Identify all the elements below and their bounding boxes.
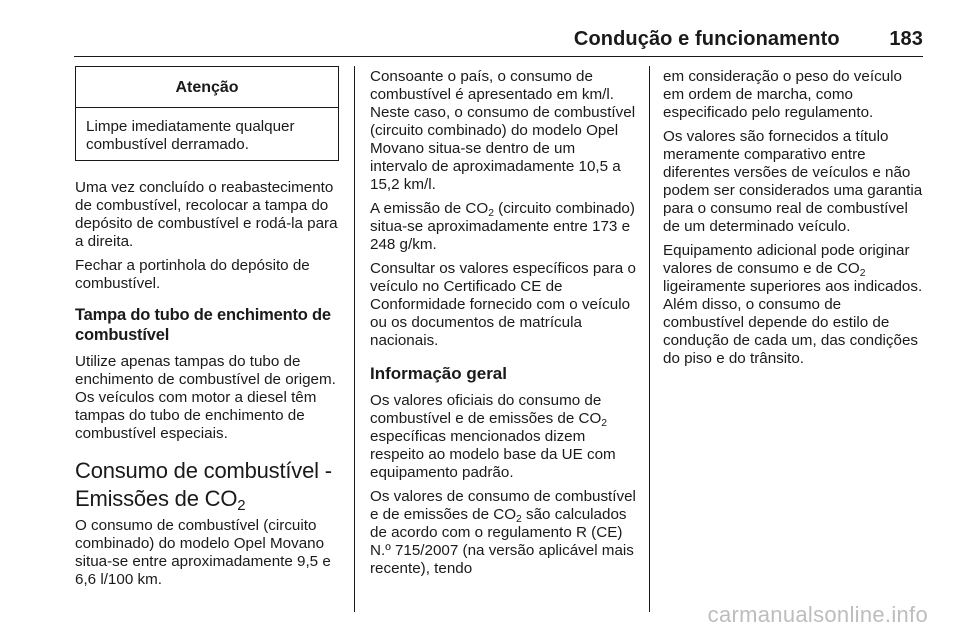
subscript: 2 [859, 267, 866, 279]
text-part: Os valores oficiais do consumo de combustível e de emissões de CO [370, 392, 602, 427]
header-rule [74, 56, 923, 57]
column-divider-2 [649, 66, 650, 612]
notice-box [75, 66, 339, 161]
paragraph-certificate: Consultar os valores específicos para o veículo no Certificado CE de Conformidade fornecido com o veículo ou os documentos de matrícula nacionais. [370, 260, 636, 349]
notice-text: Limpe imediatamente qualquer combustível derramado. [86, 118, 295, 153]
paragraph-kml: Consoante o país, o consumo de combustível é apresentado em km/l. Neste caso, o consumo de combustível (circuito combinado) do modelo Opel Movano situa-se dentro de um intervalo de aproximadamente 10,5 a 15,2 km/l. [370, 68, 636, 193]
heading-filler-cap: Tampa do tubo de enchimento de combustível [75, 306, 331, 344]
section-title: Condução e funcionamento [573, 28, 840, 50]
text-part: (circuito combinado) situa-se aproximadamente entre 173 e 248 g/km. [370, 200, 635, 253]
text-part: Equipamento adicional pode originar valores de consumo e de CO [663, 242, 910, 277]
text-part: Os valores de consumo de combustível e de emissões de CO [370, 488, 636, 523]
paragraph-official-values [370, 392, 636, 482]
paragraph-calculation [370, 488, 636, 578]
notice-title: Atenção [76, 67, 338, 108]
column-3 [663, 68, 925, 374]
text-part: ligeiramente superiores aos indicados. Além disso, o consumo de combustível depende do estilo de condução de cada um, das condições do piso e do trânsito. [663, 278, 923, 367]
page-number: 183 [889, 28, 923, 50]
paragraph-reinstall-cap: Uma vez concluído o reabastecimento de combustível, recolocar a tampa do depósito de combustível e rodá-la para a direita. [75, 179, 338, 250]
heading-subscript: 2 [237, 497, 246, 515]
column-1 [75, 66, 341, 595]
heading-fuel-consumption-line1: Consumo de combustível - [75, 458, 332, 483]
paragraph-comparative-values: Os valores são fornecidos a título meramente comparativo entre diferentes versões de veículos e não podem ser considerados uma garantia para o consumo real de combustível de um determinado veículo. [663, 128, 923, 235]
column-divider-1 [354, 66, 355, 612]
page-header [0, 28, 923, 51]
subscript: 2 [488, 207, 494, 219]
paragraph-additional-equipment [663, 242, 925, 368]
paragraph-co2-emission [370, 200, 636, 254]
text-part: A emissão de CO [370, 200, 489, 217]
text-part: específicas mencionados dizem respeito ao modelo base da UE com equipamento padrão. [370, 428, 616, 481]
paragraph-filler-cap: Utilize apenas tampas do tubo de enchimento de combustível de origem. Os veículos com motor a diesel têm tampas do tubo de enchimento de combustível especiais. [75, 353, 336, 442]
heading-general-info: Informação geral [370, 364, 507, 383]
heading-fuel-consumption [75, 457, 341, 513]
watermark: carmanualsonline.info [707, 602, 928, 627]
column-2 [370, 68, 636, 584]
paragraph-consumption-l100km: O consumo de combustível (circuito combinado) do modelo Opel Movano situa-se entre aproximadamente 9,5 e 6,6 l/100 km. [75, 517, 331, 588]
paragraph-vehicle-weight: em consideração o peso do veículo em ordem de marcha, como especificado pelo regulamento. [663, 68, 902, 121]
paragraph-close-flap: Fechar a portinhola do depósito de combustível. [75, 257, 310, 292]
subscript: 2 [516, 513, 522, 525]
text-part: são calculados de acordo com o regulamento R (CE) N.º 715/2007 (na versão aplicável mais recente), tendo [370, 506, 634, 577]
subscript: 2 [601, 417, 608, 429]
heading-fuel-consumption-line2: Emissões de CO [75, 486, 238, 511]
